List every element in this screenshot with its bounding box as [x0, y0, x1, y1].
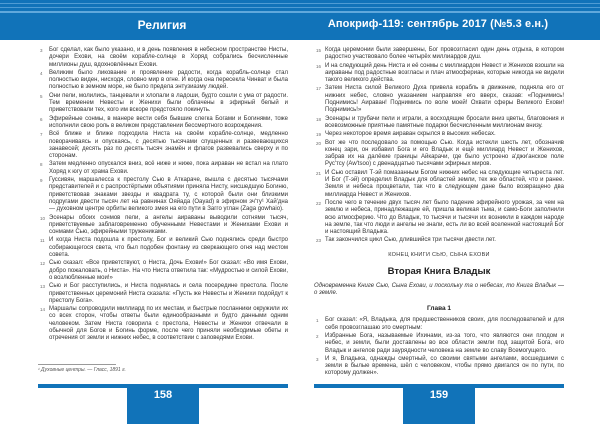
paragraph-number: 1: [316, 318, 319, 324]
footnote-text: ¹ Духовные центры. — Гласс, 1891 г.: [38, 367, 126, 373]
header-stripe: [0, 11, 600, 13]
paragraph-number: 18: [316, 116, 322, 122]
paragraph-number: 22: [316, 200, 322, 206]
paragraph-number: 7: [40, 132, 43, 138]
paragraph: [314, 237, 564, 244]
paragraph-number: 16: [316, 63, 322, 69]
book-title: Вторая Книга Владык: [387, 265, 491, 277]
paragraph-text: Вот же что последовало за помощью Сью. Когда истекли шесть лет, обозначив конец зари, он избавил Бога и его Владык и ещё миллиард Невест и Женихов, забрав их на далёкие границы Айкарачи, где было устроено а'джи'анское поле Рус'тсу (Aw'tsoo) с двенадцатью тысячами эфирных миров.: [325, 139, 564, 168]
paragraph-number: 21: [316, 170, 322, 176]
paragraph: [38, 237, 288, 259]
paragraph-text: Великим было ликование и проявление радости, когда корабль-солнце стал полностью виден, нисходя, словно мир в огне. И когда она пересекла Чинват и была полностью в земном море, не было предела энтузиазму людей.: [49, 69, 288, 91]
footnote-rule: [38, 364, 116, 365]
paragraph-text: Так закончился цикл Сью, длившийся три тысячи двести лет.: [325, 237, 496, 244]
paragraph: [314, 170, 564, 199]
paragraph-text: Сью и Бог расступились, и Ниста поднялась и села посередине престола. После приветственных церемоний Ниста сказала: «Пусть же Невесты и Женихи подойдут к престолу Бога».: [49, 283, 288, 304]
paragraph: [38, 116, 288, 131]
paragraph: [38, 215, 288, 237]
paragraph-number: 10: [40, 215, 46, 221]
paragraph: [314, 356, 564, 378]
paragraph-number: 20: [316, 140, 322, 146]
paragraph-number: 14: [40, 307, 46, 313]
paragraph-text: Гуссивян, маршалесса к престолу Сью в Аткараче, вышла с десятью тысячами представителей и с распростёртыми объятиями приняла Нисту, нисшедшую Богиню, приветствовав знаками звезды и квадрата ту, с которой были они близкими подругами двести тысяч лет на равнинах Ояйада (Oayad) в эфирном зч'ту¹ Хай'дна — духовном центре орбиты великого змея на его пути в Загго углан (Zaga gowhaio).: [49, 177, 288, 213]
paragraph-text: Бог сказал: «Я, Владыка, для предшественников своих, для последователей и для себя провозглашаю это смертным:: [325, 317, 564, 331]
paragraph: [38, 161, 288, 176]
paragraph-text: Эсенары и трубачи пели и играли, а восходящие бросали вниз цветы, благовония и всевозможные приятные памятные подарки бесчисленным миллионам внизу.: [325, 115, 564, 129]
page-number-right: 159: [403, 384, 475, 424]
paragraph: [38, 70, 288, 92]
paragraph: [38, 177, 288, 213]
paragraph-text: И Сью оставил Т-эй помазанным Богом нижних небес на следующие четыреста лет. И Бог (Т-эй) определил Владык для областей земли, тех же областей, что и ранее. Земля и небеса процветали, так что в следующем дане было возвращено два миллиарда Невест и Женихов.: [325, 169, 564, 198]
paragraph-number: 15: [316, 48, 322, 53]
paragraph-text: Сью сказал: «Все приветствуют, о Ниста, Дочь Ехови!» Бог сказал: «Во имя Ехови, добро пожаловать, о Ниста». На что Ниста ответила так: «Мудростью и силой Ехови, о возлюбленные мои!»: [49, 260, 288, 281]
paragraph: [38, 306, 288, 342]
running-head-right: Апокриф-119: сентябрь 2017 (№5.3 е.н.): [327, 18, 549, 30]
book-intro: Одновременна Книге Сью, Сына Ехови, и поскольку та о небесах, то Книга Владык — о земле.: [314, 282, 564, 297]
paragraph-number: 5: [40, 93, 43, 99]
paragraph: [314, 140, 564, 169]
paragraph-text: Эфирейные сонмы, в манере вести себя бывшие слегка Богами и Богинями, тоже исполнили свою роль в великом представлении бессмертного возрождения.: [49, 115, 288, 129]
paragraph-text: Затем Ниста силой Великого Духа привела корабль в движение, подняла его от нижних небес, словно указанием направляя его вверх, сказав: «Поднимись! Поднимись! Аираван! Поднимись по воле моей! Охвати сферы Великого Ехови! Поднимись!»: [325, 85, 564, 114]
paragraph-number: 8: [40, 162, 43, 168]
paragraph-text: И я, Владыка, однажды смертный, со своими святыми ангелами, восшедшими с земли в былые времена, шёл с человеком, чтобы прямо двигался он по пути, по которому должен».: [325, 355, 564, 377]
paragraph-number: 13: [40, 284, 46, 290]
book-end-note: КОНЕЦ КНИГИ СЬЮ, СЫНА ЕХОВИ: [388, 251, 490, 258]
left-page-text-column: [38, 47, 288, 344]
page-number-left: 158: [127, 384, 199, 424]
paragraph-number: 3: [40, 48, 43, 53]
paragraph-text: Всё ближе и ближе подходила Ниста на своём корабле-солнце, медленно поворачиваясь и опускаясь, с десятью тысячами спущенных и развевающихся занавесей; десять раз по десять тысяч знамён и флагов развевались сверху и по сторонам.: [49, 131, 288, 160]
paragraph-text: Эсенары обоих сонмов пели, а ангелы аираваны выводили сотнями тысяч, приветствуемые заблаговременно обученными Невестами и Женихами Ехови и сонмами Сью, эфирейными тружениками.: [49, 214, 288, 236]
paragraph: [38, 260, 288, 282]
paragraph-text: Избранные Бога, называемые Ихинами, из-за того, что являются они плодом и небес, и земли, были доставлены во все области земли под защитой Бога, его Владык и ангелов ради заурядности человека на земле во славу Всемогущего.: [325, 332, 564, 354]
footnote-block: [38, 364, 288, 373]
header-stripe: [0, 7, 600, 8]
right-page-text-column: [314, 47, 564, 379]
paragraph-number: 2: [316, 333, 319, 339]
paragraph-number: 19: [316, 132, 322, 138]
header-band: [0, 0, 600, 40]
paragraph-number: 4: [40, 70, 43, 76]
header-stripe: [0, 3, 600, 4]
paragraph-number: 23: [316, 238, 322, 244]
paragraph: [314, 47, 564, 62]
paragraph: [314, 333, 564, 355]
paragraph: [38, 131, 288, 160]
paragraph: [38, 283, 288, 305]
paragraph-text: Когда церемонии были завершены, Бог провозгласил один день отдыха, в котором радостно участвовало более четырёх миллиардов душ.: [325, 47, 564, 61]
paragraph-text: Бог сделал, как было указано, и в день появления в небесном пространстве Нисты, дочери Ехови, на своём корабле-солнце в Хоряд собрались бесчисленные миллионы душ, вдохновлённых Ехови.: [49, 47, 288, 68]
paragraph-number: 11: [40, 238, 45, 244]
running-head-left: Религия: [137, 18, 187, 32]
paragraph: [314, 131, 564, 138]
paragraph: [314, 116, 564, 131]
chapter-heading: Глава 1: [426, 305, 452, 313]
paragraph: [314, 85, 564, 114]
paragraph-number: 17: [316, 86, 322, 92]
paragraph-text: И на следующий день Ниста и её сонмы с миллиардом Невест и Женихов взошли на аираваны под радостные возгласы и плач атмосфериан, которые никогда не видели такого великого действа.: [325, 62, 564, 84]
paragraph-number: 6: [40, 116, 43, 122]
paragraph: [314, 200, 564, 236]
paragraph-text: Через некоторое время аираван скрылся в высоких небесах.: [325, 131, 496, 138]
paragraph-number: 9: [40, 178, 43, 184]
paragraph: [314, 63, 564, 85]
paragraph: [38, 47, 288, 69]
paragraph-text: Они пели, молились, танцевали и хлопали в ладоши, будто сошли с ума от радости. Тем временем Невесты и Женихи были облачены в эфирный белый и приветствовали тех, кого им вскоре предстояло покинуть.: [49, 92, 288, 114]
paragraph: [314, 317, 564, 332]
paragraph-number: 3: [316, 356, 319, 362]
paragraph-number: 12: [40, 261, 46, 267]
paragraph-text: Затем медленно опускался вниз, всё ниже и ниже, пока аираван не встал на плато Хоряд к югу от храма Ехови.: [49, 161, 288, 175]
paragraph-text: Маршалы сопроводили миллиард по их местам, и быстрые посланники окружили их со всех сторон, чтобы ответы были единообразными и будто данными одним человеком. Затем Ниста говорила с престола, Невесты и Женихи отвечали в обычной для Богов и Богинь форме, после чего приняли необходимые обеты и отречения от земли и нижних небес, в соответствии с заповедями Ехови.: [49, 306, 288, 342]
paragraph: [38, 93, 288, 115]
paragraph-text: И когда Ниста подошла к престолу, Бог и великий Сью поднялись среди быстро собирающегося света, что был подобен фонтану из сверкающего огня над местом совета.: [49, 237, 288, 259]
paragraph-text: После чего в течение двух тысяч лет было падение эфирейного урожая, за чем на землю и небеса, принадлежащие ей, пришла великая тьма, и само-Боги заполнили всю атмосферию. Что до Владык, то тысячи и тысячи их возникли в каждом народе на земле, так что люди и ангелы не знали, есть ли во всей вселенной настоящий Бог и настоящий Владыка.: [325, 199, 564, 236]
